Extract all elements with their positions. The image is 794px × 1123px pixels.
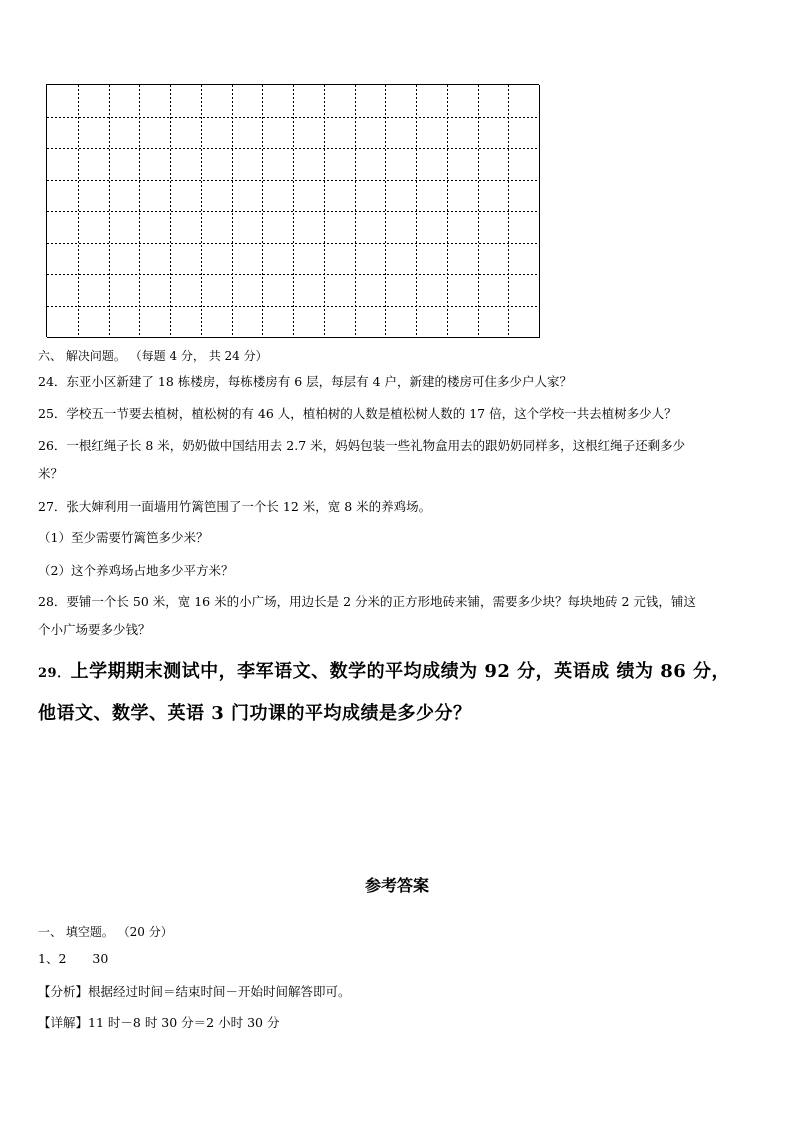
answer-1-analysis xyxy=(38,984,351,1000)
analysis-label: 【分析】 xyxy=(38,984,89,999)
problem-29-text-1: 上学期期末测试中，李军语文、数学的平均成绩为 92 分，英语成 绩为 86 分， xyxy=(70,661,731,682)
section-6-heading: 六、 解决问题。 （每题 4 分， 共 24 分） xyxy=(38,349,268,363)
problem-26-line-2: 米？ xyxy=(38,466,64,481)
answers-section-1-heading: 一、 填空题。 （20 分） xyxy=(38,925,173,939)
problem-26-line-1: 26．一根红绳子长 8 米，奶奶做中国结用去 2.7 米，妈妈包装一些礼物盒用去的跟奶奶同样多，这根红绳子还剩多少 xyxy=(38,438,686,453)
problem-27-question-2: （2）这个养鸡场占地多少平方米？ xyxy=(38,563,234,578)
answer-1-detail xyxy=(38,1015,279,1031)
problem-27: 27．张大婶利用一面墙用竹篱笆围了一个长 12 米，宽 8 米的养鸡场。 xyxy=(38,499,432,514)
answers-title: 参考答案 xyxy=(364,876,429,895)
problem-29-line-2: 他语文、数学、英语 3 门功课的平均成绩是多少分？ xyxy=(38,703,472,724)
detail-text: 11 时－8 时 30 分＝2 小时 30 分 xyxy=(88,1015,280,1030)
answer-1-value: 30 xyxy=(92,951,109,966)
analysis-text: 根据经过时间＝结束时间－开始时间解答即可。 xyxy=(88,984,351,999)
answer-1-number: 1、2 xyxy=(38,951,67,966)
answer-1 xyxy=(38,951,108,967)
problem-25: 25．学校五一节要去植树，植松树的有 46 人，植柏树的人数是植松树人数的 17 倍，这个学校一共去植树多少人？ xyxy=(38,406,677,421)
problem-24: 24．东亚小区新建了 18 栋楼房，每栋楼房有 6 层，每层有 4 户，新建的楼房可住多少户人家？ xyxy=(38,374,573,389)
problem-29-line-1 xyxy=(38,660,730,686)
problem-28-line-1: 28．要铺一个长 50 米，宽 16 米的小广场，用边长是 2 分米的正方形地砖来铺，需要多少块？每块地砖 2 元钱，铺这 xyxy=(38,594,696,609)
problem-28-line-2: 个小广场要多少钱？ xyxy=(38,622,151,637)
problem-29-number: 29． xyxy=(38,666,71,681)
grid-lines xyxy=(47,85,540,338)
detail-label: 【详解】 xyxy=(38,1015,89,1030)
blank-grid xyxy=(46,84,539,337)
problem-27-question-1: （1）至少需要竹篱笆多少米？ xyxy=(38,530,209,545)
